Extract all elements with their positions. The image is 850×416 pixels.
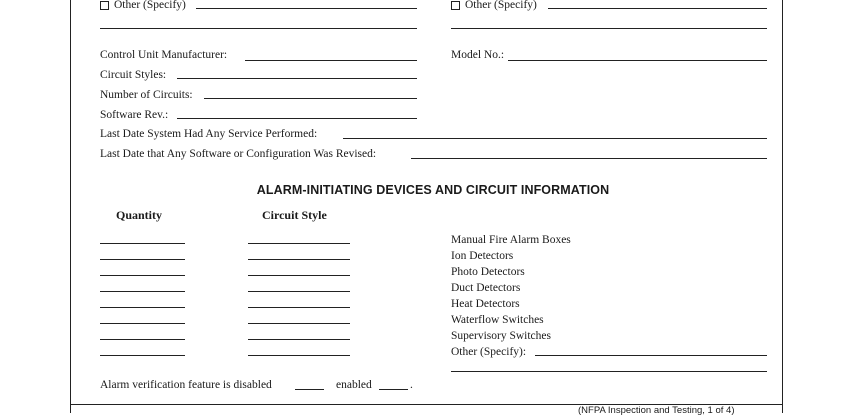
page-frame-right (782, 0, 783, 413)
device-label: Heat Detectors (451, 298, 520, 310)
alarm-verification-disabled-label: Alarm verification feature is disabled (100, 379, 272, 391)
quantity-field[interactable] (100, 243, 185, 244)
circuit-styles-field[interactable] (177, 78, 417, 79)
other-specify-label-right: Other (Specify) (465, 0, 537, 11)
page-frame-left (70, 0, 71, 413)
circuit-style-field[interactable] (248, 307, 350, 308)
page-footer: (NFPA Inspection and Testing, 1 of 4) (578, 405, 735, 416)
device-other-specify-field[interactable] (535, 355, 767, 356)
other-specify-label-left: Other (Specify) (114, 0, 186, 11)
circuit-style-column-header: Circuit Style (262, 208, 327, 222)
number-of-circuits-field[interactable] (204, 98, 417, 99)
alarm-verification-period: . (410, 379, 413, 391)
other-specify-field-left-line2[interactable] (100, 28, 417, 29)
alarm-verification-disabled-field[interactable] (295, 389, 324, 390)
model-no-field[interactable] (508, 60, 767, 61)
circuit-style-field[interactable] (248, 243, 350, 244)
last-software-revised-field[interactable] (411, 158, 767, 159)
circuit-style-field[interactable] (248, 259, 350, 260)
device-label: Ion Detectors (451, 250, 514, 262)
section-title: ALARM-INITIATING DEVICES AND CIRCUIT INFORMATION (256, 183, 610, 197)
quantity-field[interactable] (100, 259, 185, 260)
other-specify-field-left[interactable] (196, 8, 417, 9)
software-rev-label: Software Rev.: (100, 109, 169, 121)
device-label: Other (Specify): (451, 346, 527, 358)
circuit-style-field[interactable] (248, 323, 350, 324)
device-label: Duct Detectors (451, 282, 521, 294)
device-other-specify-field-line2[interactable] (451, 371, 767, 372)
circuit-style-field[interactable] (248, 339, 350, 340)
other-specify-checkbox-right[interactable] (451, 1, 460, 10)
quantity-field[interactable] (100, 323, 185, 324)
software-rev-field[interactable] (177, 118, 417, 119)
quantity-field[interactable] (100, 291, 185, 292)
alarm-verification-enabled-label: enabled (336, 379, 372, 391)
other-specify-field-right-line2[interactable] (451, 28, 767, 29)
other-specify-checkbox-left[interactable] (100, 1, 109, 10)
model-no-label: Model No.: (451, 49, 505, 61)
quantity-field[interactable] (100, 339, 185, 340)
quantity-field[interactable] (100, 307, 185, 308)
quantity-field[interactable] (100, 275, 185, 276)
device-label: Photo Detectors (451, 266, 525, 278)
circuit-style-field[interactable] (248, 275, 350, 276)
last-service-field[interactable] (343, 138, 767, 139)
quantity-field[interactable] (100, 355, 185, 356)
other-specify-field-right[interactable] (548, 8, 767, 9)
circuit-style-field[interactable] (248, 291, 350, 292)
device-label: Manual Fire Alarm Boxes (451, 234, 571, 246)
control-unit-manufacturer-label: Control Unit Manufacturer: (100, 49, 228, 61)
quantity-column-header: Quantity (116, 208, 163, 222)
circuit-styles-label: Circuit Styles: (100, 69, 167, 81)
alarm-verification-enabled-field[interactable] (379, 389, 408, 390)
device-label: Supervisory Switches (451, 330, 551, 342)
number-of-circuits-label: Number of Circuits: (100, 89, 193, 101)
circuit-style-field[interactable] (248, 355, 350, 356)
last-service-label: Last Date System Had Any Service Performed: (100, 128, 318, 140)
control-unit-manufacturer-field[interactable] (245, 60, 417, 61)
last-software-revised-label: Last Date that Any Software or Configuration Was Revised: (100, 148, 377, 160)
device-label: Waterflow Switches (451, 314, 544, 326)
